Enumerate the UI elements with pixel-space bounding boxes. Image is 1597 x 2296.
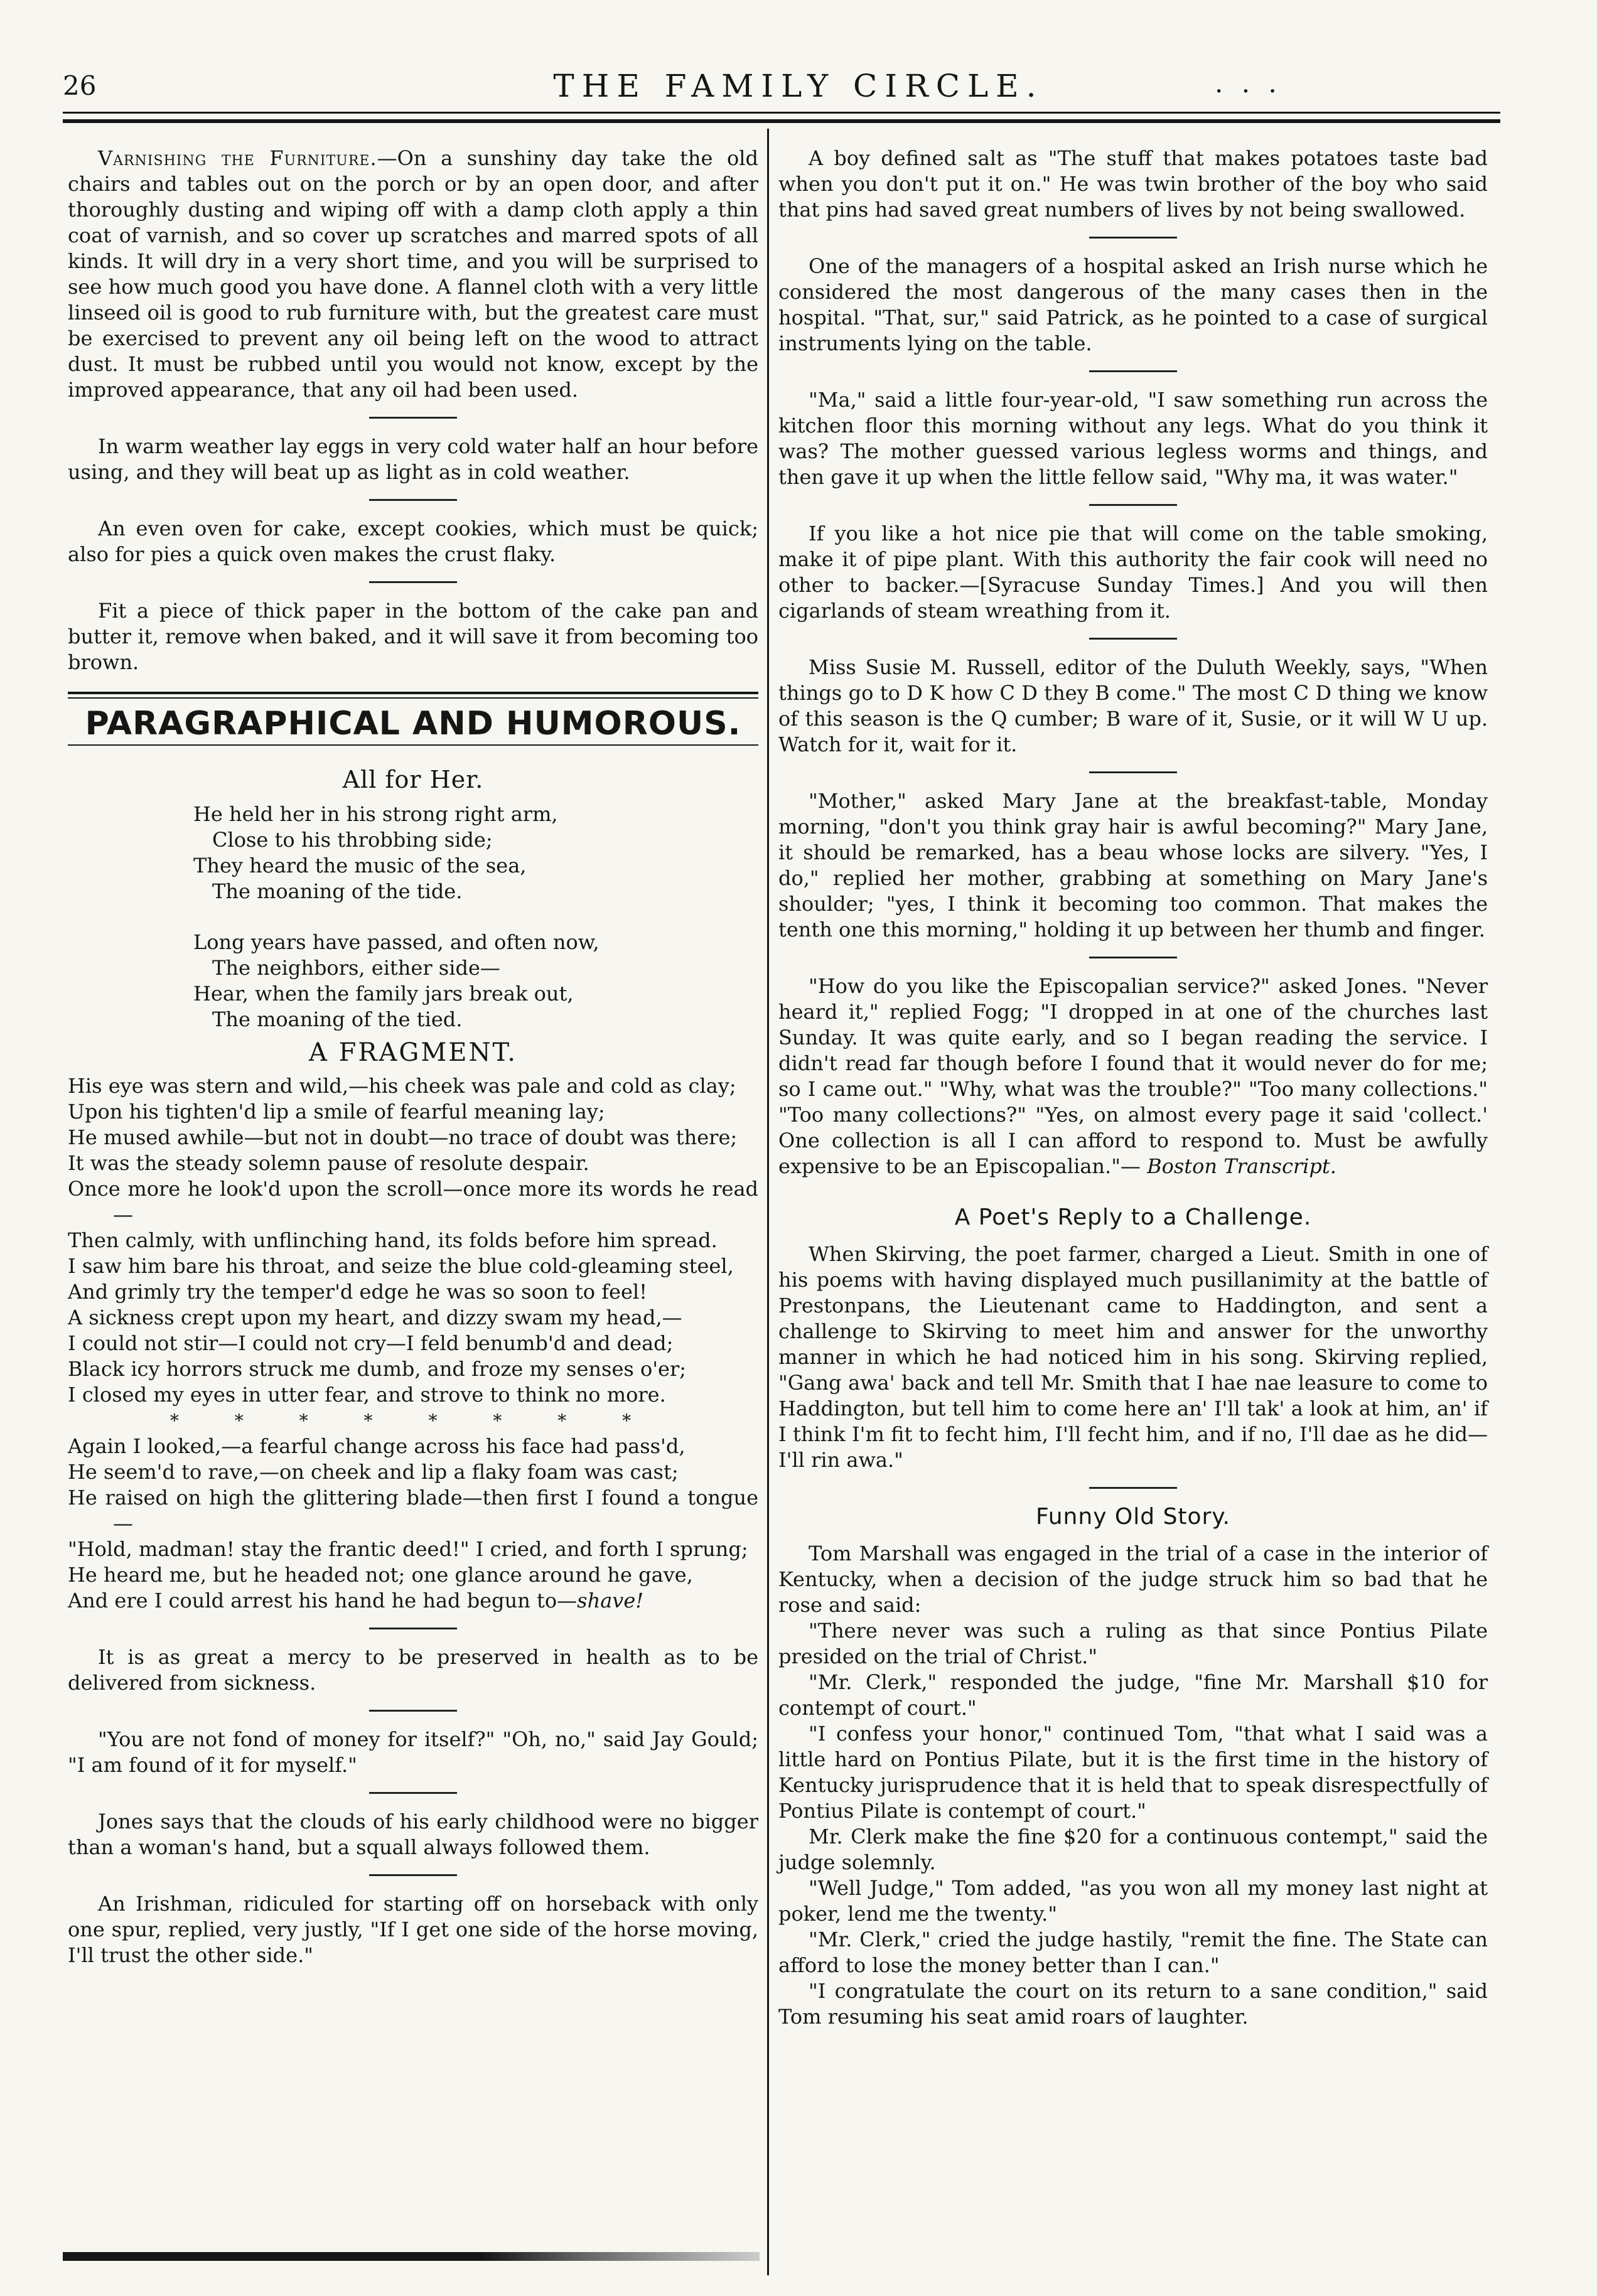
- irishman-paragraph: An Irishman, ridiculed for starting off on horseback with only one spur, replied, very justly, "If I get one side of the horse moving, I'll trust the other side.": [68, 1892, 758, 1967]
- russell-paragraph: Miss Susie M. Russell, editor of the Duluth Weekly, says, "When things go to D K how C D they B come." The most C D thing we know of this season is the Q cumber; B ware of it, Susie, or it will W U up. Watch for it, wait for it.: [778, 655, 1488, 756]
- section-double-rule: [68, 692, 758, 699]
- poem-line: The moaning of the tied.: [212, 1007, 463, 1031]
- mary-jane-paragraph: "Mother," asked Mary Jane at the breakfast-table, Monday morning, "don't you think gray hair is awful becoming?" Mary Jane, it should be remarked, has a beau whose locks are silvery. "Yes, I do," replied her mother, grabbing at something on Mary Jane's shoulder; "yes, I think it becoming too common. That makes the tenth one this morning," holding it up between her thumb and finger.: [778, 789, 1488, 941]
- separator: [1089, 771, 1177, 773]
- section-rule: [68, 744, 758, 746]
- separator: [369, 1628, 457, 1629]
- poet-reply-paragraph: When Skirving, the poet farmer, charged a Lieut. Smith in one of his poems with having displayed much pusillanimity at the battle of Prestonpans, the Lieutenant came to Haddington, and sent a challenge to Skirving to meet him and answer for the unworthy manner in which he had noticed him in his song. Skirving replied, "Gang awa' back and tell Mr. Smith that I hae nae leasure to come to Haddington, but tell him to come here an' I'll tak' a look at him, an' if I think I'm fit to fecht him, I'll fecht him, and if no, I'll dae as he did—I'll rin awa.": [778, 1242, 1488, 1472]
- separator: [369, 1710, 457, 1712]
- varnish-body: —On a sunshiny day take the old chairs and tables out on the porch or by an open door, and after thoroughly dusting and wiping off with a damp cloth apply a thin coat of varnish, and so cover up scratches and marred spots of all kinds. It will dry in a very short time, and you will be surprised to see how much good you have done. A flannel cloth with a very little linseed oil is good to rub furniture with, but the greatest care must be exercised to prevent any oil being left on the wood to attract dust. It must be rubbed until you would not know, except by the improved appearance, that any oil had been used.: [68, 146, 759, 402]
- eggs-paragraph: In warm weather lay eggs in very cold water half an hour before using, and they will beat up as light as in cold weather.: [68, 434, 758, 484]
- page-number: 26: [63, 70, 97, 101]
- fragment-last-line-text: And ere I could arrest his hand he had begun to—: [68, 1589, 578, 1612]
- poem-line: The moaning of the tide.: [212, 879, 463, 903]
- poem-line: The neighbors, either side—: [212, 956, 500, 980]
- separator: [369, 499, 457, 501]
- fragment-line: I could not stir—I could not cry—I feld benumb'd and dead;: [68, 1331, 674, 1355]
- footer-ink-bar: [63, 2252, 760, 2261]
- funny-story-paragraph: "I confess your honor," continued Tom, "that what I said was a little hard on Pontius Pilate, but it is the first time in the history of Kentucky jurisprudence that it is held that to speak disrespectfully of Pontius Pilate is contempt of court.": [778, 1722, 1488, 1823]
- poem-line: Long years have passed, and often now,: [193, 930, 600, 954]
- funny-story-paragraph: "Mr. Clerk," responded the judge, "fine Mr. Marshall $10 for contempt of court.": [778, 1670, 1488, 1720]
- stanza-gap: [68, 904, 758, 930]
- fragment-line: Again I looked,—a fearful change across his face had pass'd,: [68, 1434, 686, 1458]
- asterism: * * * * * * * *: [169, 1410, 657, 1431]
- poem-title: All for Her.: [342, 766, 484, 793]
- separator: [369, 417, 457, 419]
- nurse-paragraph: One of the managers of a hospital asked an Irish nurse which he considered the most dangerous of the many cases then in the hospital. "That, sur," said Patrick, as he pointed to a case of surgical instruments lying on the table.: [778, 254, 1488, 355]
- masthead-title: THE FAMILY CIRCLE.: [553, 68, 1044, 104]
- separator: [1089, 504, 1177, 506]
- fragment-line: He mused awhile—but not in doubt—no trace of doubt was there;: [68, 1125, 738, 1149]
- jones-clouds-paragraph: Jones says that the clouds of his early childhood were no bigger than a woman's hand, but a squall always followed them.: [68, 1810, 758, 1859]
- episcopalian-paragraph: [778, 974, 1488, 1179]
- funny-story-paragraph: "Mr. Clerk," cried the judge hastily, "remit the fine. The State can afford to lose the money better than I can.": [778, 1928, 1488, 1977]
- funny-story-paragraph: "I congratulate the court on its return to a sane condition," said Tom resuming his seat amid roars of laughter.: [778, 1979, 1488, 2029]
- pie-paragraph: If you like a hot nice pie that will come on the table smoking, make it of pipe plant. With this authority the fair cook will need no other to backer.—[Syracuse Sunday Times.] And you will then cigarlands of steam wreathing from it.: [778, 522, 1488, 623]
- fragment-line: Once more he look'd upon the scroll—once more its words he read—: [68, 1177, 758, 1226]
- poet-reply-title: A Poet's Reply to a Challenge.: [954, 1204, 1312, 1230]
- funny-story-paragraph: "Well Judge," Tom added, "as you won all my money last night at poker, lend me the twenty.": [778, 1876, 1488, 1926]
- salt-paragraph: A boy defined salt as "The stuff that makes potatoes taste bad when you don't put it on." He was twin brother of the boy who said that pins had saved great numbers of lives by not being swallowed.: [778, 146, 1488, 222]
- fragment-line: And grimly try the temper'd edge he was so soon to feel!: [68, 1280, 648, 1304]
- separator: [1089, 1487, 1177, 1489]
- separator: [1089, 370, 1177, 372]
- varnish-lead: Varnishing the Furniture.: [98, 146, 377, 170]
- section-heading: PARAGRAPHICAL AND HUMOROUS.: [85, 705, 741, 743]
- fragment-line: He heard me, but he headed not; one glance around he gave,: [68, 1563, 693, 1587]
- column-divider: [767, 129, 769, 2275]
- mercy-paragraph: It is as great a mercy to be preserved in health as to be delivered from sickness.: [68, 1645, 758, 1695]
- poem-line: Close to his throbbing side;: [212, 828, 493, 852]
- separator: [1089, 638, 1177, 640]
- masthead-dots: . . .: [1215, 68, 1282, 99]
- fragment-line: I closed my eyes in utter fear, and strove to think no more.: [68, 1383, 666, 1407]
- ma-paragraph: "Ma," said a little four-year-old, "I saw something run across the kitchen floor this morning without any legs. What do you think it was? The mother guessed various legless worms and things, and then gave it up when the little fellow said, "Why ma, it was water.": [778, 388, 1488, 489]
- funny-story-paragraph: Tom Marshall was engaged in the trial of a case in the interior of Kentucky, when a decision of the judge struck him so bad that he rose and said:: [778, 1542, 1488, 1617]
- gould-paragraph: "You are not fond of money for itself?" "Oh, no," said Jay Gould; "I am found of it for myself.": [68, 1727, 758, 1777]
- header-rule-thick: [63, 119, 1500, 123]
- fragment-line: He raised on high the glittering blade—then first I found a tongue—: [68, 1486, 758, 1535]
- funny-story-title: Funny Old Story.: [1036, 1504, 1230, 1530]
- header-rule-thin: [63, 112, 1500, 114]
- fragment-line: I saw him bare his throat, and seize the blue cold-gleaming steel,: [68, 1254, 734, 1278]
- episcopalian-source: Boston Transcript.: [1147, 1154, 1336, 1178]
- fragment-last-line: [68, 1588, 758, 1614]
- fragment-line: Upon his tighten'd lip a smile of fearful meaning lay;: [68, 1100, 605, 1124]
- separator: [1089, 957, 1177, 958]
- poem-line: They heard the music of the sea,: [193, 854, 527, 877]
- fragment-title: A FRAGMENT.: [309, 1038, 517, 1067]
- fragment-line: Then calmly, with unflinching hand, its folds before him spread.: [68, 1228, 718, 1252]
- left-column: [68, 146, 758, 1968]
- fragment-line: He seem'd to rave,—on cheek and lip a flaky foam was cast;: [68, 1460, 679, 1484]
- fragment-line: "Hold, madman! stay the frantic deed!" I cried, and forth I sprung;: [68, 1537, 748, 1561]
- separator: [369, 1874, 457, 1876]
- funny-story-paragraph: "There never was such a ruling as that since Pontius Pilate presided on the trial of Christ.": [778, 1619, 1488, 1668]
- separator: [369, 1792, 457, 1794]
- separator: [1089, 237, 1177, 239]
- fragment-line: His eye was stern and wild,—his cheek was pale and cold as clay;: [68, 1074, 736, 1098]
- poem-line: He held her in his strong right arm,: [193, 802, 558, 826]
- paper-paragraph: Fit a piece of thick paper in the bottom of the cake pan and butter it, remove when baked, and it will save it from becoming too brown.: [68, 599, 758, 674]
- separator: [369, 581, 457, 583]
- right-column: [778, 146, 1488, 2030]
- varnish-paragraph: [68, 146, 758, 403]
- poem-line: Hear, when the family jars break out,: [193, 982, 574, 1006]
- episcopalian-text: "How do you like the Episcopalian service?" asked Jones. "Never heard it," replied Fogg; "I dropped in at one of the churches last Sunday. It was quite early, and so I began reading the service. I didn't read far though before I found that it would never do for me; so I came out." "Why, what was the trouble?" "Too many collections." "Too many collections?" "Yes, on almost every page it said 'collect.' One collection is all I can afford to respond to. Must be awfully expensive to be an Episcopalian."—: [778, 974, 1488, 1178]
- fragment-line: It was the steady solemn pause of resolute despair.: [68, 1151, 589, 1175]
- funny-story-paragraph: Mr. Clerk make the fine $20 for a continuous contempt," said the judge solemnly.: [778, 1825, 1488, 1874]
- fragment-line: A sickness crept upon my heart, and dizzy swam my head,—: [68, 1306, 682, 1329]
- fragment-punchline: shave!: [577, 1589, 644, 1612]
- fragment-line: Black icy horrors struck me dumb, and froze my senses o'er;: [68, 1357, 687, 1381]
- oven-paragraph: An even oven for cake, except cookies, which must be quick; also for pies a quick oven makes the crust flaky.: [68, 517, 758, 566]
